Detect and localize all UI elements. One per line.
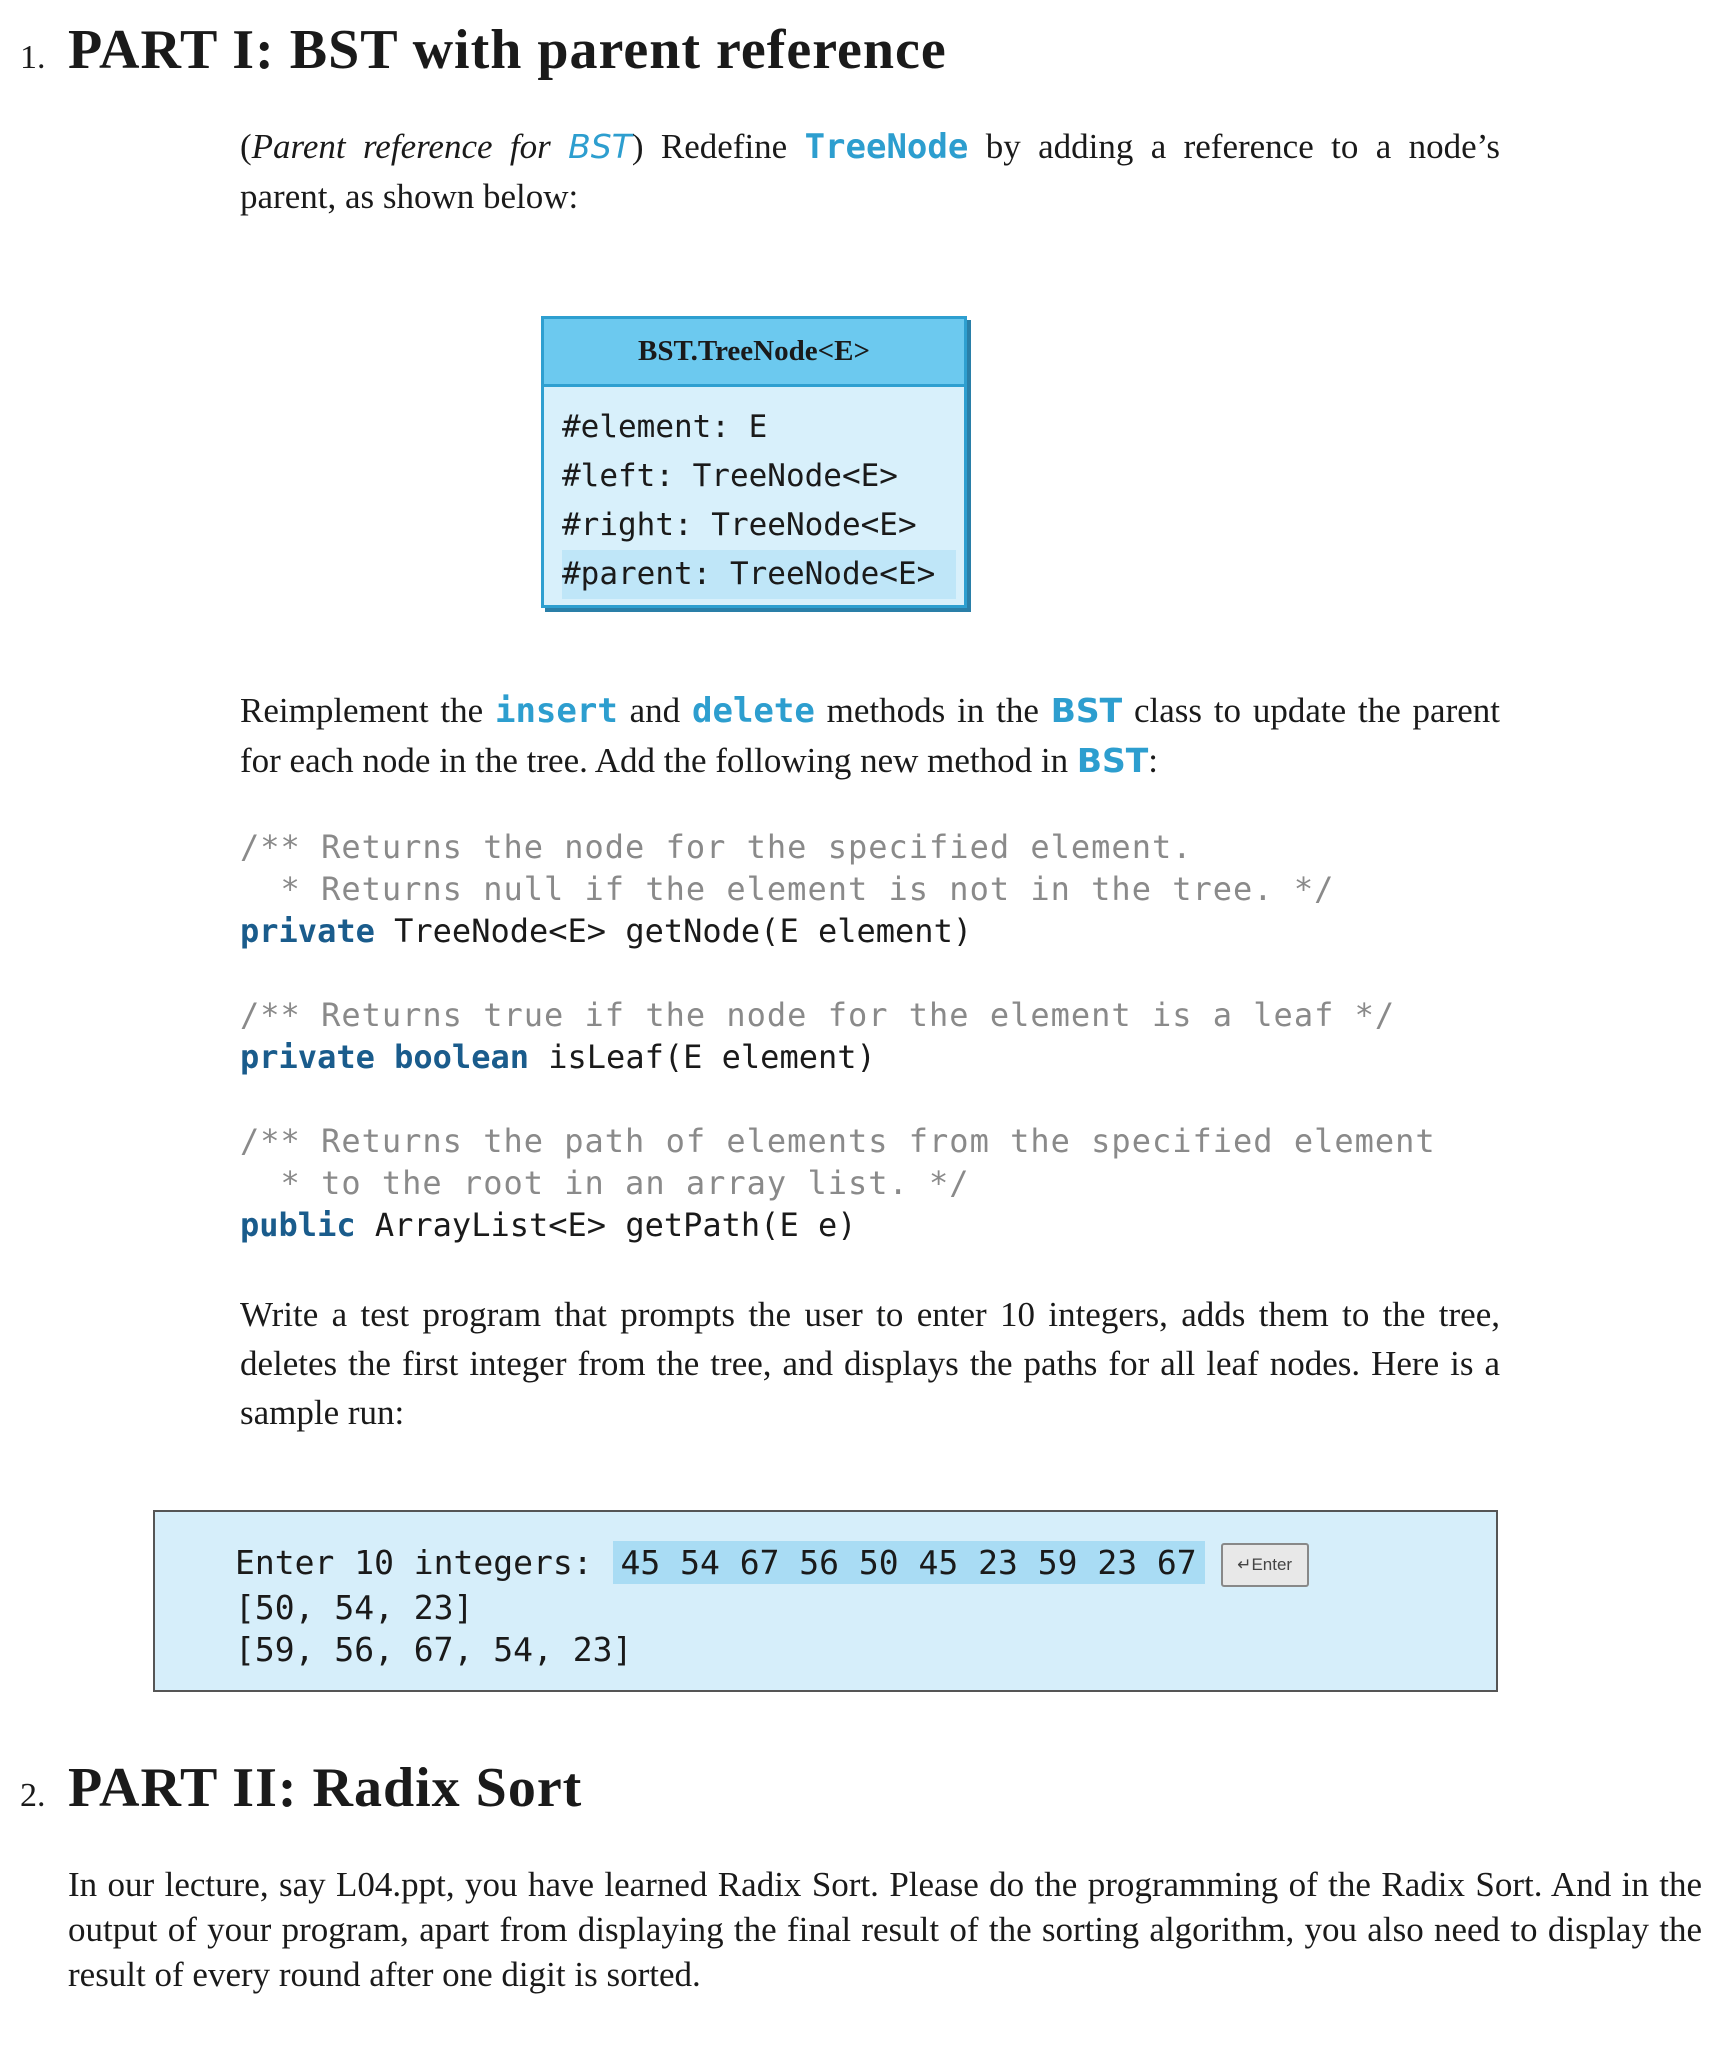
reimpl-text-2: and — [617, 691, 692, 730]
sample-run-lines — [235, 1542, 1309, 1671]
uml-field-parent: #parent: TreeNode<E> — [562, 550, 956, 599]
intro-bst: BST — [568, 127, 632, 166]
intro-italic: Parent reference for — [251, 127, 569, 166]
code-getnode — [240, 826, 1334, 952]
intro-treenode: TreeNode — [804, 127, 969, 167]
uml-class-box — [541, 316, 967, 608]
part2-heading — [20, 1756, 582, 1820]
sample-run-output-1: [50, 54, 23] — [235, 1587, 474, 1627]
sample-run-input: 45 54 67 56 50 45 23 59 23 67 — [613, 1541, 1205, 1584]
reimpl-text-3: methods in the — [814, 691, 1051, 730]
reimpl-text-5: : — [1148, 741, 1159, 780]
uml-field-left: #left: TreeNode<E> — [562, 458, 898, 494]
part1-number: 1. — [20, 39, 46, 76]
intro-paragraph — [240, 122, 1500, 221]
code-getnode-comment-1: /** Returns the node for the specified element. — [240, 828, 1193, 866]
code-getpath-sig: ArrayList<E> getPath(E e) — [355, 1206, 857, 1244]
code-getnode-sig: TreeNode<E> getNode(E element) — [374, 912, 973, 950]
uml-field-element: #element: E — [562, 409, 768, 445]
reimplement-paragraph — [240, 686, 1500, 785]
reimpl-text-4: class to update the parent for each node in the tree. Add the following new method in — [240, 691, 1501, 780]
part1-title: PART I: BST with parent reference — [68, 19, 947, 81]
code-getpath-comment-1: /** Returns the path of elements from the specified element — [240, 1122, 1436, 1160]
code-getnode-comment-2: * Returns null if the element is not in the tree. */ — [240, 870, 1335, 908]
intro-open-paren: ( — [240, 127, 252, 166]
sample-run-output-2: [59, 56, 67, 54, 23] — [235, 1629, 633, 1669]
code-isleaf-keyword: private boolean — [240, 1038, 529, 1076]
code-isleaf-comment: /** Returns true if the node for the element is a leaf */ — [240, 996, 1396, 1034]
code-isleaf — [240, 994, 1395, 1078]
reimpl-text-1: Reimplement the — [240, 691, 495, 730]
code-getpath-keyword: public — [240, 1206, 356, 1244]
code-isleaf-signature — [240, 1036, 1395, 1078]
reimpl-delete: delete — [692, 691, 815, 731]
sample-run-prompt: Enter 10 integers: — [235, 1543, 613, 1582]
intro-redefine: ) Redefine — [631, 127, 805, 166]
uml-field-right: #right: TreeNode<E> — [562, 507, 917, 543]
enter-key-icon: ↵Enter — [1221, 1543, 1309, 1587]
code-getpath-comment-2: * to the root in an array list. */ — [240, 1164, 970, 1202]
sample-run-input-line — [235, 1542, 1309, 1587]
test-program-paragraph: Write a test program that prompts the user to enter 10 integers, adds them to the tree, deletes the first integer from the tree, and displays the paths for all leaf nodes. Here is a sample run: — [240, 1295, 1500, 1432]
reimpl-bst-2: BST — [1076, 741, 1149, 780]
code-getnode-signature — [240, 910, 1334, 952]
uml-fields — [544, 387, 964, 605]
code-getpath-signature — [240, 1204, 1436, 1246]
part1-heading — [20, 18, 947, 82]
part2-title: PART II: Radix Sort — [68, 1757, 583, 1819]
uml-header: BST.TreeNode<E> — [544, 319, 964, 387]
intro-rest: by adding a reference to a node’s parent, as shown below: — [240, 127, 1500, 216]
reimpl-bst: BST — [1050, 691, 1123, 730]
sample-run-box — [153, 1510, 1498, 1692]
code-getpath — [240, 1120, 1436, 1246]
part2-number: 2. — [20, 1777, 46, 1814]
code-getnode-keyword: private — [240, 912, 375, 950]
code-isleaf-sig: isLeaf(E element) — [528, 1038, 876, 1076]
radix-paragraph: In our lecture, say L04.ppt, you have learned Radix Sort. Please do the programming of the Radix Sort. And in the output of your program, apart from displaying the final result of the sorting algorithm, you also need to display the result of every round after one digit is sorted. — [68, 1865, 1702, 1994]
reimpl-insert: insert — [494, 691, 618, 731]
